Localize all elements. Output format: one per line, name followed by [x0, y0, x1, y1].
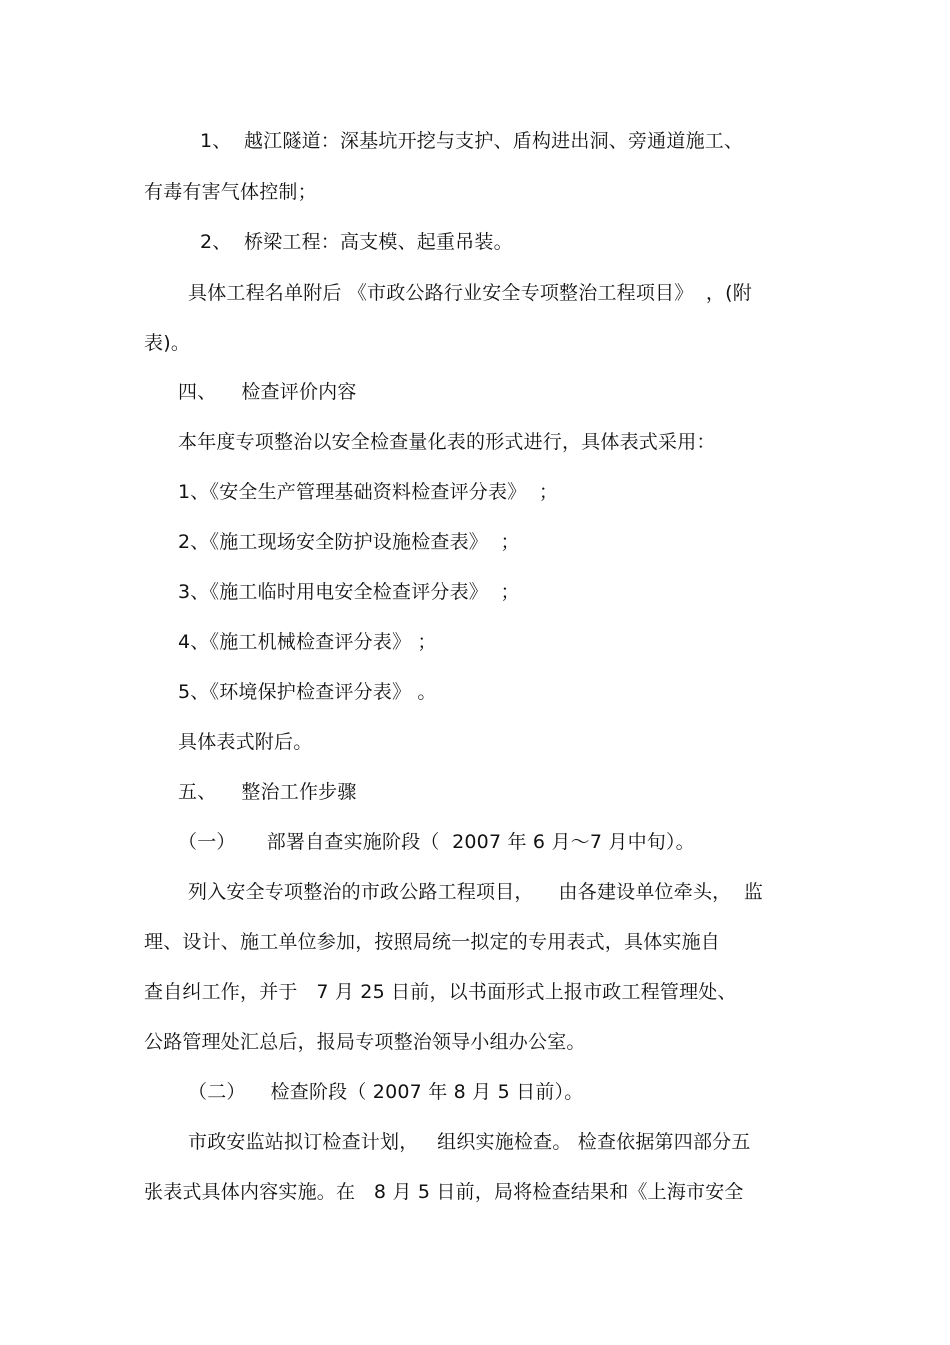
- text-line: 市政安监站拟订检查计划， 组织实施检查。 检查依据第四部分五: [188, 1131, 751, 1153]
- text-line: 具体工程名单附后 《市政公路行业安全专项整治工程项目》 ，(附: [188, 282, 752, 304]
- list-item: 5、《环境保护检查评分表》 。: [178, 681, 437, 703]
- text-line: 表)。: [144, 332, 191, 354]
- list-item: 3、《施工临时用电安全检查评分表》 ；: [178, 581, 520, 603]
- text-line: 查自纠工作，并于 7 月 25 日前，以书面形式上报市政工程管理处、: [144, 981, 737, 1003]
- text-line: 张表式具体内容实施。在 8 月 5 日前，局将检查结果和《上海市安全: [144, 1181, 744, 1203]
- subsection-heading: （一） 部署自查实施阶段（ 2007 年 6 月～7 月中旬）。: [178, 831, 695, 853]
- text-line: 本年度专项整治以安全检查量化表的形式进行，具体表式采用：: [178, 431, 716, 453]
- list-item: 1、《安全生产管理基础资料检查评分表》 ；: [178, 481, 559, 503]
- text-line: 公路管理处汇总后，报局专项整治领导小组办公室。: [144, 1031, 586, 1053]
- list-item: 2、《施工现场安全防护设施检查表》 ；: [178, 531, 520, 553]
- text-line: 列入安全专项整治的市政公路工程项目， 由各建设单位牵头， 监: [188, 881, 764, 903]
- list-item: 4、《施工机械检查评分表》 ；: [178, 631, 437, 653]
- section-heading: 四、 检查评价内容: [178, 381, 357, 403]
- subsection-heading: （二） 检查阶段（ 2007 年 8 月 5 日前）。: [188, 1081, 584, 1103]
- text-line: 有毒有害气体控制；: [144, 181, 317, 203]
- text-line: 1、 越江隧道：深基坑开挖与支护、盾构进出洞、旁通道施工、: [200, 130, 744, 152]
- section-heading: 五、 整治工作步骤: [178, 781, 357, 803]
- text-line: 具体表式附后。: [178, 731, 313, 753]
- text-line: 2、 桥梁工程：高支模、起重吊装。: [200, 231, 513, 253]
- text-line: 理、设计、施工单位参加，按照局统一拟定的专用表式，具体实施自: [144, 931, 721, 953]
